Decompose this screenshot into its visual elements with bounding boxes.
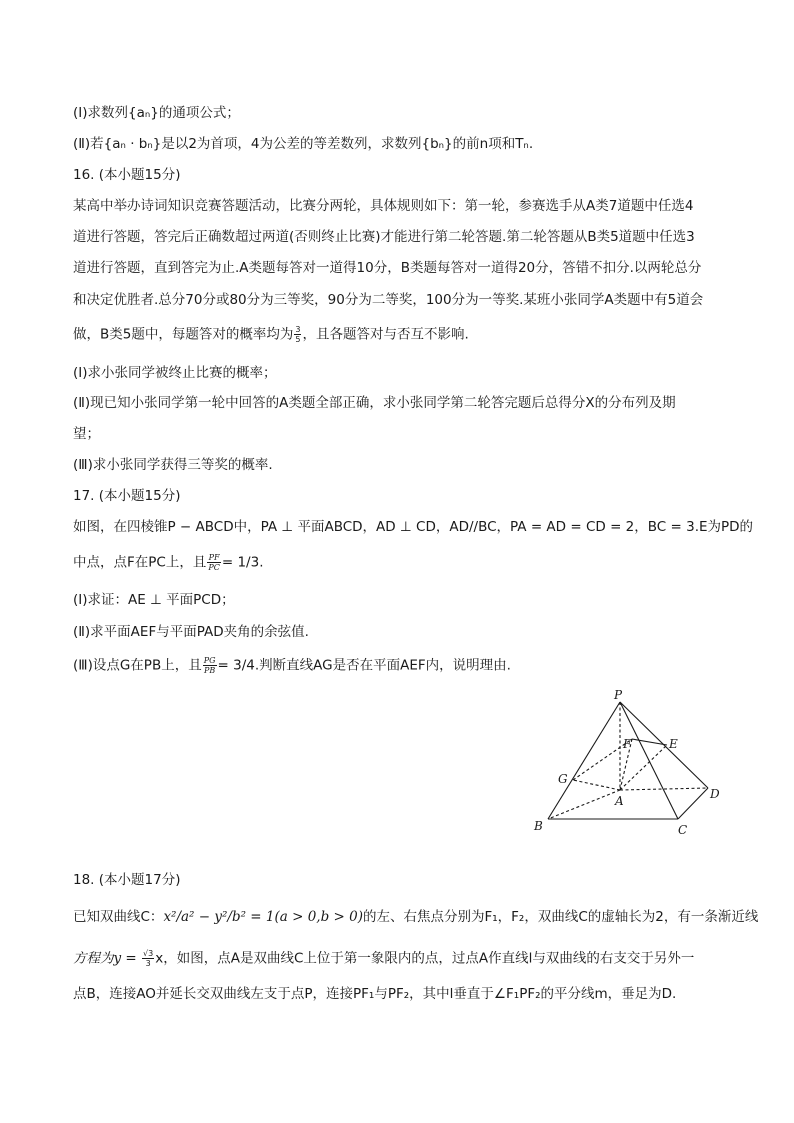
asymptote-fraction (142, 949, 154, 968)
q17-paragraph-line: 如图，在四棱锥P − ABCD中，PA ⊥ 平面ABCD，AD ⊥ CD，AD//BC，PA = AD = CD = 2，BC = 3.E为PD的 (73, 519, 754, 535)
edge-cd (678, 788, 708, 819)
label-e: E (669, 737, 678, 751)
q16-paragraph-line: 道进行答题，答完后正确数超过两道(否则终止比赛)才能进行第二轮答题.第二轮答题从B类5道题中任选3 (73, 229, 695, 245)
edge-pb (548, 702, 620, 819)
hyperbola-equation: x²/a² − y²/b² = 1(a > 0,b > 0) (163, 909, 363, 925)
q16-paragraph-line: 和决定优胜者.总分70分或80分为三等奖，90分为二等奖，100分为一等奖.某班小张同学A类题中有5道会 (73, 292, 704, 308)
label-c: C (678, 823, 688, 837)
q16-header: 16. (本小题15分) (73, 167, 181, 183)
q18-paragraph-line (73, 908, 759, 926)
q16-part2-continued: 望； (73, 426, 100, 442)
q17-paragraph-line (73, 553, 723, 572)
fraction-denominator: PB (203, 666, 216, 675)
q17-part3-text-tail: = 3/4.判断直线AG是否在平面AEF内，说明理由. (217, 657, 511, 674)
q16-p5-text-tail: ，且各题答对与否互不影响. (302, 326, 469, 343)
q16-paragraph-line: 某高中举办诗词知识竞赛答题活动，比赛分两轮，具体规则如下：第一轮，参赛选手从A类7道题中任选4 (73, 198, 694, 214)
q16-part2: (Ⅱ)现已知小张同学第一轮中回答的A类题全部正确，求小张同学第二轮答完题后总得分X的分布列及期 (73, 395, 676, 411)
q16-part1: (Ⅰ)求小张同学被终止比赛的概率； (73, 365, 277, 381)
label-b: B (534, 819, 543, 833)
q15-part2: (Ⅱ)若{aₙ · bₙ}是以2为首项，4为公差的等差数列，求数列{bₙ}的前n项和Tₙ. (73, 136, 534, 152)
q18-paragraph-line: 点B，连接AO并延长交双曲线左支于点P，连接PF₁与PF₂，其中l垂直于∠F₁PF₂的平分线m，垂足为D. (73, 986, 677, 1002)
label-d: D (710, 787, 720, 801)
q16-p5-text: 做，B类5题中，每题答对的概率均为 (73, 326, 294, 343)
q18-p2-text-tail: x，如图，点A是双曲线C上位于第一象限内的点，过点A作直线l与双曲线的右支交于另外一 (155, 950, 695, 967)
label-g: G (558, 772, 568, 786)
q17-part1: (Ⅰ)求证：AE ⊥ 平面PCD； (73, 592, 235, 608)
q16-paragraph-line (73, 325, 723, 344)
edge-ab (548, 790, 620, 819)
label-f: F (623, 737, 632, 751)
q17-p2-text-tail: = 1/3. (221, 554, 264, 571)
label-a: A (615, 794, 624, 808)
fraction-denominator: 3 (145, 959, 151, 968)
segment-fe (632, 739, 667, 745)
fraction-denominator: 5 (295, 335, 301, 344)
q17-part2: (Ⅱ)求平面AEF与平面PAD夹角的余弦值. (73, 624, 309, 640)
edge-pc (620, 702, 678, 819)
q18-p1-text-tail: 的左、右焦点分别为F₁，F₂，双曲线C的虚轴长为2，有一条渐近线 (362, 909, 759, 925)
fraction-numerator: √3 (143, 949, 154, 958)
asymptote-lhs: 方程为y = (73, 950, 142, 967)
q16-paragraph-line: 道进行答题，直到答完为止.A类题每答对一道得10分，B类题每答对一道得20分，答错不扣分.以两轮总分 (73, 260, 702, 276)
fraction-numerator: PF (208, 553, 220, 562)
pyramid-figure (528, 684, 728, 844)
q17-part3 (73, 656, 723, 675)
pg-pb-fraction (203, 656, 217, 675)
pf-pc-fraction (207, 553, 221, 572)
fraction-numerator: 3 (295, 325, 301, 334)
q15-part1: (Ⅰ)求数列{aₙ}的通项公式； (73, 105, 240, 121)
fraction-denominator: PC (208, 563, 220, 572)
fraction-numerator: PG (203, 656, 216, 665)
probability-fraction (294, 325, 301, 344)
label-p: P (614, 688, 623, 702)
q18-header: 18. (本小题17分) (73, 872, 181, 888)
q18-paragraph-line (73, 949, 723, 968)
q16-part3: (Ⅲ)求小张同学获得三等奖的概率. (73, 457, 273, 473)
q17-p2-text: 中点，点F在PC上，且 (73, 554, 207, 571)
q18-p1-text: 已知双曲线C： (73, 909, 164, 925)
q17-header: 17. (本小题15分) (73, 488, 181, 504)
segment-ag (573, 780, 620, 790)
q17-part3-text: (Ⅲ)设点G在PB上，且 (73, 657, 202, 674)
